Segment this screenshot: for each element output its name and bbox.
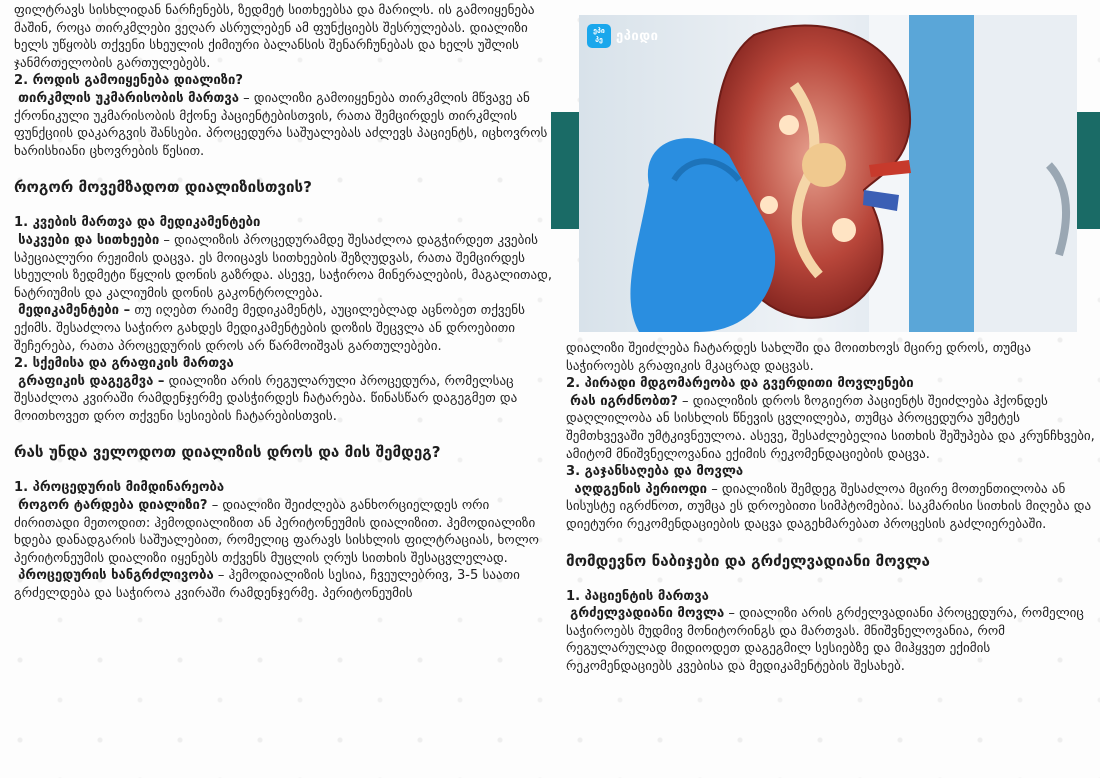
prepare-1b-text: თუ იღებთ რაიმე მედიკამენტს, აუცილებლად აცნობეთ თქვენს ექიმს. შესაძლოა საჭირო გახდეს მედიკამენტების დოზის შეცვლა ან დროებითი შეჩერება, რათა პროცედურის დროს არ წარმოიშვას გართულებები. [14,303,525,354]
right-2-title: 2. პირადი მდგომარეობა და გვერდითი მოვლენები [566,376,914,392]
right-2-lead: რას იგრძნობთ? [570,393,678,409]
prepare-2-title: 2. სქემისა და გრაფიკის მართვა [14,356,234,372]
prepare-2-text: დიალიზი არის რეგულარული პროცედურა, რომელსაც შესაძლოა კვირაში რამდენჯერმე დასჭირდეს ჩატარება. წინასწარ დაგეგმეთ და მოითხოვეთ დრო თქვენი სესიების ჩატარებისთვის. [14,373,518,424]
section-2-title: 2. როდის გამოიყენება დიალიზი? [14,73,243,89]
prepare-2-paragraph [14,373,554,426]
expect-1-title: 1. პროცედურის მიმდინარეობა [14,480,225,496]
brand-name: ეპიდი [616,28,659,44]
right-2-paragraph [566,393,1100,463]
prepare-1b-paragraph [14,302,554,355]
next-1-text: – დიალიზი არის გრძელვადიანი პროცედურა, რომელიც საჭიროებს მუდმივ მონიტორინგს და მართვას. მნიშვნელოვანია, რომ რეგულარულად მიდიოდეთ დაგეგმილ სესიებზე და მიჰყვეთ ექიმის რეკომენდაციებს კვებისა და მედიკამენტების შესახებ. [566,606,1084,674]
kidney-illustration [579,15,1077,332]
next-1-paragraph [566,605,1100,675]
section-2-text: – დიალიზი გამოიყენება თირკმლის მწვავე ან ქრონიკული უკმარისობის მქონე პაციენტებისთვის, რათა შემცირდეს თირკმლის ფუნქციის დაკარგვის შანსები. პროცედურა საშუალებას აძლევს პაციენტს, იცხოვროს ხარისხიანი ცხოვრების წესით. [14,90,548,159]
heading-next-steps: მომდევნო ნაბიჯები და გრძელვადიანი მოვლა [566,551,930,570]
brand-logo-mark: ეპი პე [587,24,611,48]
next-1-lead: გრძელვადიანი მოვლა [570,606,725,622]
prepare-1-paragraph [14,232,554,302]
prepare-1-lead: საკვები და სითხეები [18,232,160,248]
brand-logo [587,24,658,48]
right-continued-paragraph: დიალიზი შეიძლება ჩატარდეს სახლში და მოითხოვს მცირე დროს, თუმცა საჭიროებს გრაფიკის მკაცრად დაცვას. [566,341,1032,374]
teal-accent-right [1076,112,1100,229]
expect-1-paragraph [14,497,554,567]
expect-1b-paragraph [14,567,554,602]
right-2-text: – დიალიზის დროს ზოგიერთ პაციენტს შეიძლება ჰქონდეს დაღლილობა ან სისხლის წნევის ცვლილება, თუმცა პროცედურა უმეტეს შემთხვევაში უმტკივნეულოა. ასევე, შესაძლებელია სითხის შეშუპება და კრუნჩხვები, ამიტომ მნიშვნელოვანია ექიმის რეკომენდაციების დაცვა. [566,393,1095,462]
expect-1-lead: როგორ ტარდება დიალიზი? [18,498,208,514]
section-2-lead: თირკმლის უკმარისობის მართვა [18,90,240,106]
right-3-title: 3. გაჯანსაღება და მოვლა [566,464,744,480]
next-1-title: 1. პაციენტის მართვა [566,588,709,604]
teal-accent-left [551,112,581,229]
right-3-lead: აღდგენის პერიოდი [574,481,708,497]
expect-1b-text: – ჰემოდიალიზის სესია, ჩვეულებრივ, 3-5 საათი გრძელდება და საჭიროა კვირაში რამდენჯერმე. პერიტონეუმის [14,568,520,602]
prepare-2-lead: გრაფიკის დაგეგმვა – [18,373,165,389]
section-2-paragraph [14,90,554,160]
prepare-1-text: – დიალიზის პროცედურამდე შესაძლოა დაგჭირდეთ კვების სპეციალური რეჟიმის დაცვა. ეს მოიცავს სითხეების შეზღუდვას, რათა შემცირდეს სხეულის ზედმეტი წყლის დონის გაზრდა. ასევე, საჭიროა მინერალების, მაგალითად, ნატრიუმის და კალიუმის დონის გაკონტროლება. [14,232,552,301]
expect-1-text: – დიალიზი შეიძლება განხორციელდეს ორი ძირითადი მეთოდით: ჰემოდიალიზით ან პერიტონეუმის დიალიზით. ჰემოდიალიზი ხდება დანადგარის საშუალებით, რომელიც ფარავს სისხლის ფილტრაციას, ხოლო პერიტონეუმის დიალიზი იყენებს თქვენს მუცლის ღრუს სითხის შესაცვლელად. [14,498,539,566]
left-column [14,2,554,603]
right-3-text: – დიალიზის შემდეგ შესაძლოა მცირე მოთენთილობა ან სისუსტე იგრძნოთ, თუმცა ეს დროებითი სიმპტომებია. საკმარისი სითხის მიღება და დიეტური რეკომენდაციების დაცვა დაგეხმარებათ პროცესის გაძლიერებაში. [566,481,1092,532]
right-column [566,340,1100,676]
prepare-1b-lead: მედიკამენტები – [18,303,131,319]
heading-expect: რას უნდა ველოდოთ დიალიზის დროს და მის შემდეგ? [14,443,441,462]
expect-1b-lead: პროცედურის ხანგრძლივობა [18,568,214,584]
prepare-1-title: 1. კვების მართვა და მედიკამენტები [14,215,261,231]
kidney-model-photo [579,15,1077,332]
right-3-paragraph [566,481,1100,534]
heading-prepare: როგორ მოვემზადოთ დიალიზისთვის? [14,178,312,197]
intro-paragraph: ფილტრავს სისხლიდან ნარჩენებს, ზედმეტ სითხეებსა და მარილს. ის გამოიყენება მაშინ, როცა თირკმლები ვეღარ ასრულებენ ამ ფუნქციებს შესრულებას. დიალიზი ხელს უწყობს თქვენი სხეულის ქიმიური ბალანსის შენარჩუნებას და ხელს უშლის ჯანმრთელობის გართულებებს. [14,3,535,71]
